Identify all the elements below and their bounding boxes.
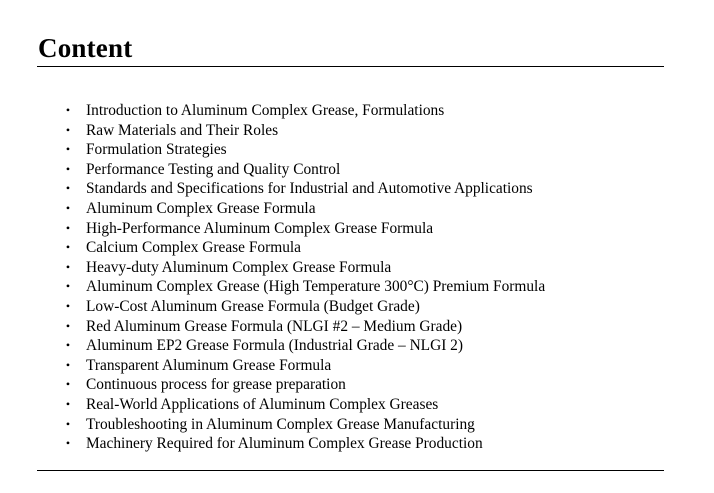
bullet-icon: •	[65, 240, 71, 255]
list-item	[65, 101, 545, 121]
list-item-label: Introduction to Aluminum Complex Grease, Formulations	[86, 102, 445, 119]
bullet-icon: •	[65, 436, 71, 451]
list-item-label: Aluminum Complex Grease (High Temperature 300°C) Premium Formula	[86, 278, 546, 296]
list-item	[65, 375, 545, 395]
list-item-label: Low-Cost Aluminum Grease Formula (Budget Grade)	[86, 297, 420, 315]
bullet-icon: •	[65, 338, 71, 353]
bullet-icon: •	[65, 181, 71, 196]
list-item-label: Formulation Strategies	[86, 141, 227, 159]
list-item-label: Raw Materials and Their Roles	[86, 121, 279, 139]
list-item-label: Machinery Required for Aluminum Complex Grease Production	[86, 435, 483, 453]
bullet-icon: •	[65, 298, 71, 313]
list-item	[65, 258, 545, 278]
bullet-icon: •	[65, 357, 71, 372]
bullet-icon: •	[65, 318, 71, 333]
list-item	[65, 219, 545, 239]
table-of-contents	[65, 101, 546, 454]
list-item	[65, 140, 545, 160]
bullet-icon: •	[65, 122, 71, 137]
list-item	[65, 336, 545, 356]
list-item-label: Performance Testing and Quality Control	[86, 160, 341, 178]
list-item	[65, 179, 545, 199]
bullet-icon: •	[65, 259, 71, 274]
list-item-label: Aluminum Complex Grease Formula	[86, 199, 316, 217]
bullet-icon: •	[65, 279, 71, 294]
list-item-label: Transparent Aluminum Grease Formula	[86, 356, 332, 374]
list-item-label: Aluminum EP2 Grease Formula (Industrial Grade – NLGI 2)	[86, 337, 463, 355]
list-item-label: Heavy-duty Aluminum Complex Grease Formula	[86, 258, 392, 276]
list-item-label: High-Performance Aluminum Complex Grease Formula	[86, 219, 434, 237]
bullet-icon: •	[65, 377, 71, 392]
list-item	[65, 395, 545, 415]
list-item	[65, 238, 545, 258]
page-title: Content	[38, 33, 133, 63]
list-item-label: Troubleshooting in Aluminum Complex Grease Manufacturing	[86, 415, 475, 433]
list-item	[65, 160, 545, 180]
list-item	[65, 415, 545, 435]
list-item-label: Red Aluminum Grease Formula (NLGI #2 – Medium Grade)	[86, 317, 463, 335]
list-item	[65, 434, 545, 454]
list-item	[65, 121, 545, 141]
list-item	[65, 277, 546, 297]
list-item-label: Continuous process for grease preparation	[86, 376, 346, 394]
list-item-label: Calcium Complex Grease Formula	[86, 239, 301, 257]
list-item	[65, 356, 545, 376]
list-item-label: Standards and Specifications for Industrial and Automotive Applications	[86, 180, 533, 198]
title-divider	[37, 66, 664, 67]
footer-divider	[37, 470, 664, 471]
bullet-icon: •	[65, 161, 71, 176]
bullet-icon: •	[65, 220, 71, 235]
bullet-icon: •	[65, 142, 71, 157]
bullet-icon: •	[65, 416, 71, 431]
list-item-label: Real-World Applications of Aluminum Complex Greases	[86, 395, 439, 413]
bullet-icon: •	[65, 396, 71, 411]
list-item	[65, 297, 545, 317]
list-item	[65, 317, 545, 337]
bullet-icon: •	[65, 103, 71, 117]
list-item	[65, 199, 545, 219]
bullet-icon: •	[65, 200, 71, 215]
